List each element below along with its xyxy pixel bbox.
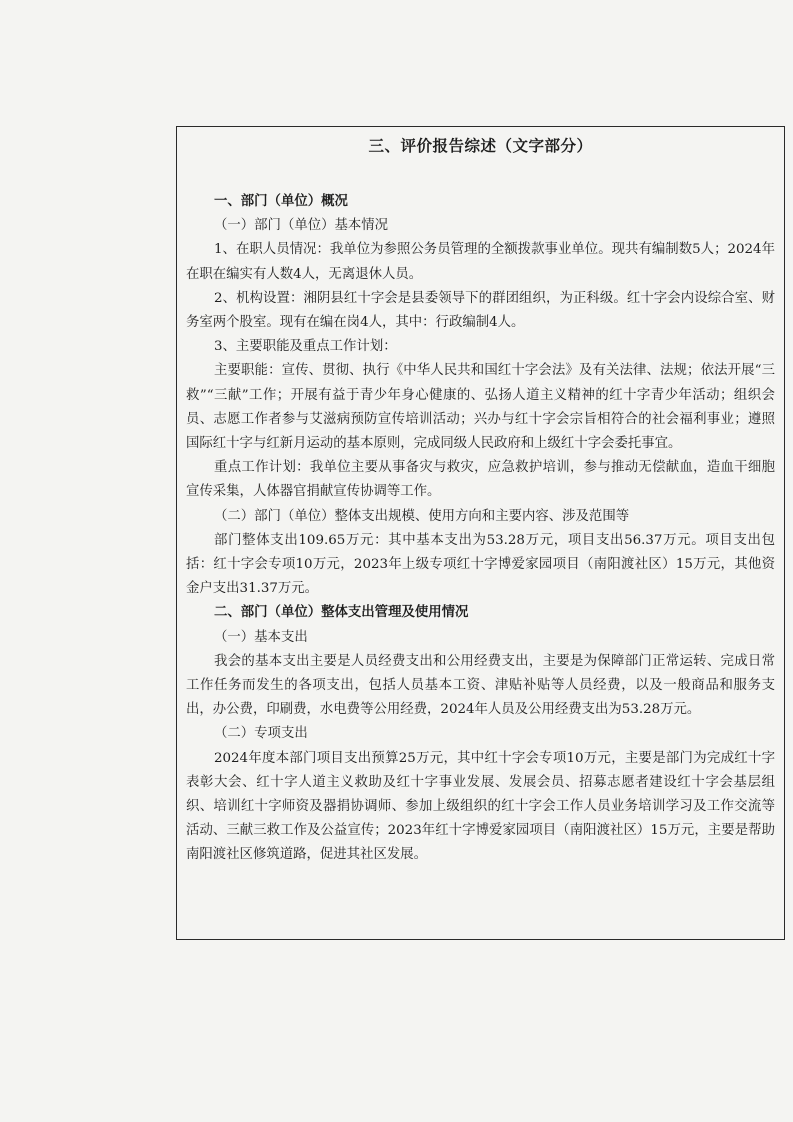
section-heading-2: 二、部门（单位）整体支出管理及使用情况 [214, 605, 469, 621]
paragraph-key-work-plan: 重点工作计划：我单位主要从事备灾与救灾，应急救护培训，参与推动无偿献血，造血干细胞宣传采集，人体器官捐献宣传协调等工作。 [186, 460, 775, 500]
section-heading-1: 一、部门（单位）概况 [214, 194, 348, 209]
subsection-heading-special-expenditure: （二）专项支出 [214, 726, 308, 742]
paragraph-special-expenditure: 2024年度本部门项目支出预算25万元，其中红十字会专项10万元，主要是部门为完成红十字表彰大会、红十字人道主义救助及红十字事业发展、发展会员、招募志愿者建设红十字会基层组织、培训红十字师资及器捐协调师、参加上级组织的红十字会工作人员业务培训学习及工作交流等活动、三献三救工作及公益宣传；2023年红十字博爱家园项目（南阳渡社区）15万元，主要是帮助南阳渡社区修筑道路，促进其社区发展。 [186, 750, 775, 863]
paragraph-organization: 2、机构设置：湘阴县红十字会是县委领导下的群团组织，为正科级。红十字会内设综合室、财务室两个股室。现有在编在岗4人，其中：行政编制4人。 [186, 290, 775, 331]
paragraph-staff: 1、在职人员情况：我单位为参照公务员管理的全额拨款事业单位。现共有编制数5人；2024年在职在编实有人数4人，无离退休人员。 [186, 242, 775, 282]
paragraph-functions-heading: 3、主要职能及重点工作计划： [214, 339, 397, 355]
paragraph-main-functions: 主要职能：宣传、贯彻、执行《中华人民共和国红十字会法》及有关法律、法规；依法开展“三救”“三献”工作；开展有益于青少年身心健康的、弘扬人道主义精神的红十字青少年活动；组织会员、志愿工作者参与艾滋病预防宣传培训活动；兴办与红十字会宗旨相符合的社会福利事业；遵照国际红十字与红新月运动的基本原则，完成同级人民政府和上级红十字会委托事宜。 [186, 363, 775, 452]
paragraph-total-expenditure: 部门整体支出109.65万元：其中基本支出为53.28万元，项目支出56.37万元。项目支出包括：红十字会专项10万元，2023年上级专项红十字博爱家园项目（南阳渡社区）15万元，其他资金户支出31.37万元。 [186, 532, 775, 597]
subsection-heading-expenditure-scope: （二）部门（单位）整体支出规模、使用方向和主要内容、涉及范围等 [214, 508, 630, 524]
subsection-heading-basic-expenditure: （一）基本支出 [214, 629, 308, 645]
document-title: 三、评价报告综述（文字部分） [368, 137, 593, 155]
paragraph-basic-expenditure: 我会的基本支出主要是人员经费支出和公用经费支出，主要是为保障部门正常运转、完成日常工作任务而发生的各项支出，包括人员基本工资、津贴补贴等人员经费，以及一般商品和服务支出，办公费，印刷费，水电费等公用经费，2024年人员及公用经费支出为53.28万元。 [186, 653, 775, 718]
document-body [186, 190, 775, 868]
report-frame [176, 126, 785, 940]
subsection-heading-basic-info: （一）部门（单位）基本情况 [214, 218, 389, 234]
